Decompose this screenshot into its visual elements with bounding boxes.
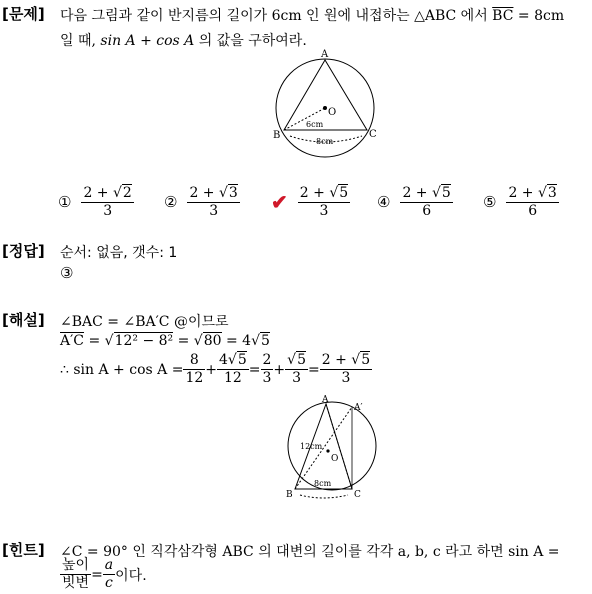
label-a: A [322,395,329,405]
choice-fraction: $\frac{2 + √3}{6}$ [508,184,557,219]
choice-number: ⑤ [483,193,497,211]
label-b: B [286,490,293,500]
center-point [323,106,327,110]
choice-4[interactable] [377,180,453,224]
chord-label: 8cm [314,479,332,488]
hint-line-2: $\frac{\text{높이}}{\text{빗변}}$ = $\frac{a}{c}$ 이다. [62,557,147,591]
choice-fraction: $\frac{2 + √5}{6}$ [402,184,451,219]
choice-3[interactable] [271,180,350,224]
label-c: C [354,490,361,500]
center-point [326,449,329,452]
solution-line-2: A′C = √12² − 8² = √80 = 4√5 [60,333,270,349]
label-o: O [328,107,337,118]
label-o: O [331,454,339,464]
label-c: C [369,129,377,140]
choice-2[interactable] [164,180,240,224]
label-a: A [321,49,329,60]
radius-label: 6cm [306,120,324,129]
hint-line-1: ∠C = 90° 인 직각삼각형 ABC 의 대변의 길이를 각각 a, b, c 라고 하면 sin A = [60,544,560,560]
answer-tag: [정답] [2,242,45,260]
solution-line-3: ∴ sin A + cos A = $\frac{8}{12}$ + $\frac{4√5}{12}$ = $\frac{2}{3}$ + $\frac{√5}{3}$ = $\frac{2 + √5}{3}$ [60,352,371,386]
label-a-prime: A′ [354,403,363,413]
problem-line-2: 일 때, sin A + cos A 의 값을 구하여라. [60,33,307,49]
choice-number: ④ [377,193,391,211]
choice-number: ① [58,193,72,211]
diameter-label: 12cm [300,442,323,451]
label-b: B [273,130,281,141]
choice-fraction: $\frac{2 + √5}{3}$ [299,184,349,219]
choice-fraction: $\frac{2 + √3}{3}$ [189,184,238,219]
problem-tag: [문제] [2,5,45,23]
chord-label: 8cm [316,137,334,146]
choice-5[interactable] [483,180,559,224]
hint-tag: [힌트] [2,541,45,559]
solution-tag: [해설] [2,311,45,329]
problem-figure [268,48,383,163]
choice-fraction: $\frac{2 + √2}{3}$ [83,184,132,219]
problem-line-1: 다음 그림과 같이 반지름의 길이가 6cm 인 원에 내접하는 △ABC 에서 $\overline{BC} = 8cm$ [60,8,565,24]
chord-brace [300,495,348,498]
answer-meta: 순서: 없음, 갯수: 1 [60,245,178,261]
choice-1[interactable] [58,180,134,224]
solution-line-1: ∠BAC = ∠BA′C @이므로 [60,314,229,330]
answer-value: ③ [60,264,74,282]
segment-bc: $\overline{BC}$ [492,8,514,24]
check-mark-icon: ✔ [271,190,288,214]
triangle-abc [284,60,367,130]
choice-number: ② [164,193,178,211]
solution-figure [278,393,386,501]
